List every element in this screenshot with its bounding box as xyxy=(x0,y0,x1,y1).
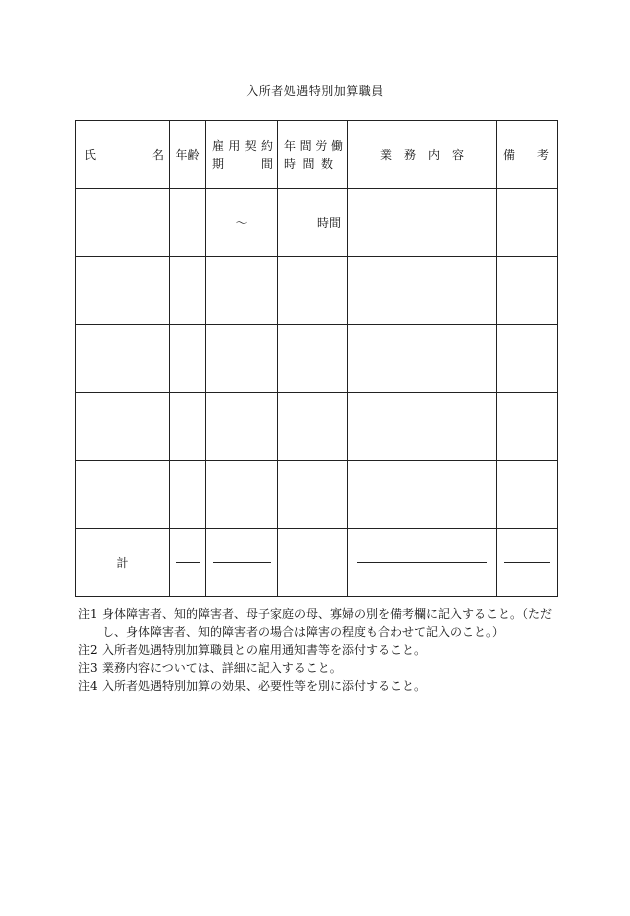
cell-name[interactable] xyxy=(76,325,170,393)
cell-annual-hours[interactable] xyxy=(278,461,348,529)
notes xyxy=(78,605,558,695)
cell-duties[interactable] xyxy=(348,393,497,461)
cell-remarks[interactable] xyxy=(497,461,558,529)
total-hours[interactable] xyxy=(278,529,348,597)
table-row xyxy=(76,393,558,461)
cell-remarks[interactable] xyxy=(497,393,558,461)
note-4: 注4 入所者処遇特別加算の効果、必要性等を別に添付すること。 xyxy=(78,679,427,693)
cell-annual-hours[interactable]: 時間 xyxy=(278,189,348,257)
cell-age[interactable] xyxy=(170,393,206,461)
note-1-continued: し、身体障害者、知的障害者の場合は障害の程度も合わせて記入のこと。） xyxy=(102,625,505,639)
total-remarks-dash xyxy=(497,529,558,597)
cell-annual-hours[interactable] xyxy=(278,393,348,461)
cell-name[interactable] xyxy=(76,257,170,325)
cell-annual-hours[interactable] xyxy=(278,257,348,325)
cell-duties[interactable] xyxy=(348,257,497,325)
cell-contract-period[interactable] xyxy=(206,325,278,393)
cell-contract-period[interactable] xyxy=(206,461,278,529)
note-3: 注3 業務内容については、詳細に記入すること。 xyxy=(78,661,342,675)
cell-name[interactable] xyxy=(76,393,170,461)
cell-remarks[interactable] xyxy=(497,257,558,325)
cell-age[interactable] xyxy=(170,461,206,529)
note-2: 注2 入所者処遇特別加算職員との雇用通知書等を添付すること。 xyxy=(78,643,427,657)
note-1: 注1 身体障害者、知的障害者、母子家庭の母、寡婦の別を備考欄に記入すること。（ただ xyxy=(78,607,553,621)
staff-table xyxy=(75,120,558,597)
header-age: 年齢 xyxy=(170,121,206,189)
header-name: 氏 名 xyxy=(76,121,170,189)
cell-annual-hours[interactable] xyxy=(278,325,348,393)
total-duties-dash xyxy=(348,529,497,597)
cell-contract-period[interactable]: ～ xyxy=(206,189,278,257)
cell-contract-period[interactable] xyxy=(206,257,278,325)
cell-age[interactable] xyxy=(170,189,206,257)
header-remarks: 備 考 xyxy=(497,121,558,189)
total-contract-dash xyxy=(206,529,278,597)
cell-remarks[interactable] xyxy=(497,325,558,393)
total-label: 計 xyxy=(76,529,170,597)
header-contract-period: 雇 用 契 約 期 間 xyxy=(206,121,278,189)
total-age-dash xyxy=(170,529,206,597)
cell-contract-period[interactable] xyxy=(206,393,278,461)
cell-duties[interactable] xyxy=(348,461,497,529)
table-row xyxy=(76,325,558,393)
table-row xyxy=(76,461,558,529)
cell-remarks[interactable] xyxy=(497,189,558,257)
cell-age[interactable] xyxy=(170,325,206,393)
cell-duties[interactable] xyxy=(348,189,497,257)
cell-name[interactable] xyxy=(76,189,170,257)
table-row xyxy=(76,257,558,325)
cell-age[interactable] xyxy=(170,257,206,325)
total-row xyxy=(76,529,558,597)
header-row xyxy=(76,121,558,189)
table-row xyxy=(76,189,558,257)
form-title: 入所者処遇特別加算職員 xyxy=(246,84,384,98)
header-annual-hours: 年 間 労 働 時 間 数 xyxy=(278,121,348,189)
header-duties: 業 務 内 容 xyxy=(348,121,497,189)
cell-duties[interactable] xyxy=(348,325,497,393)
cell-name[interactable] xyxy=(76,461,170,529)
